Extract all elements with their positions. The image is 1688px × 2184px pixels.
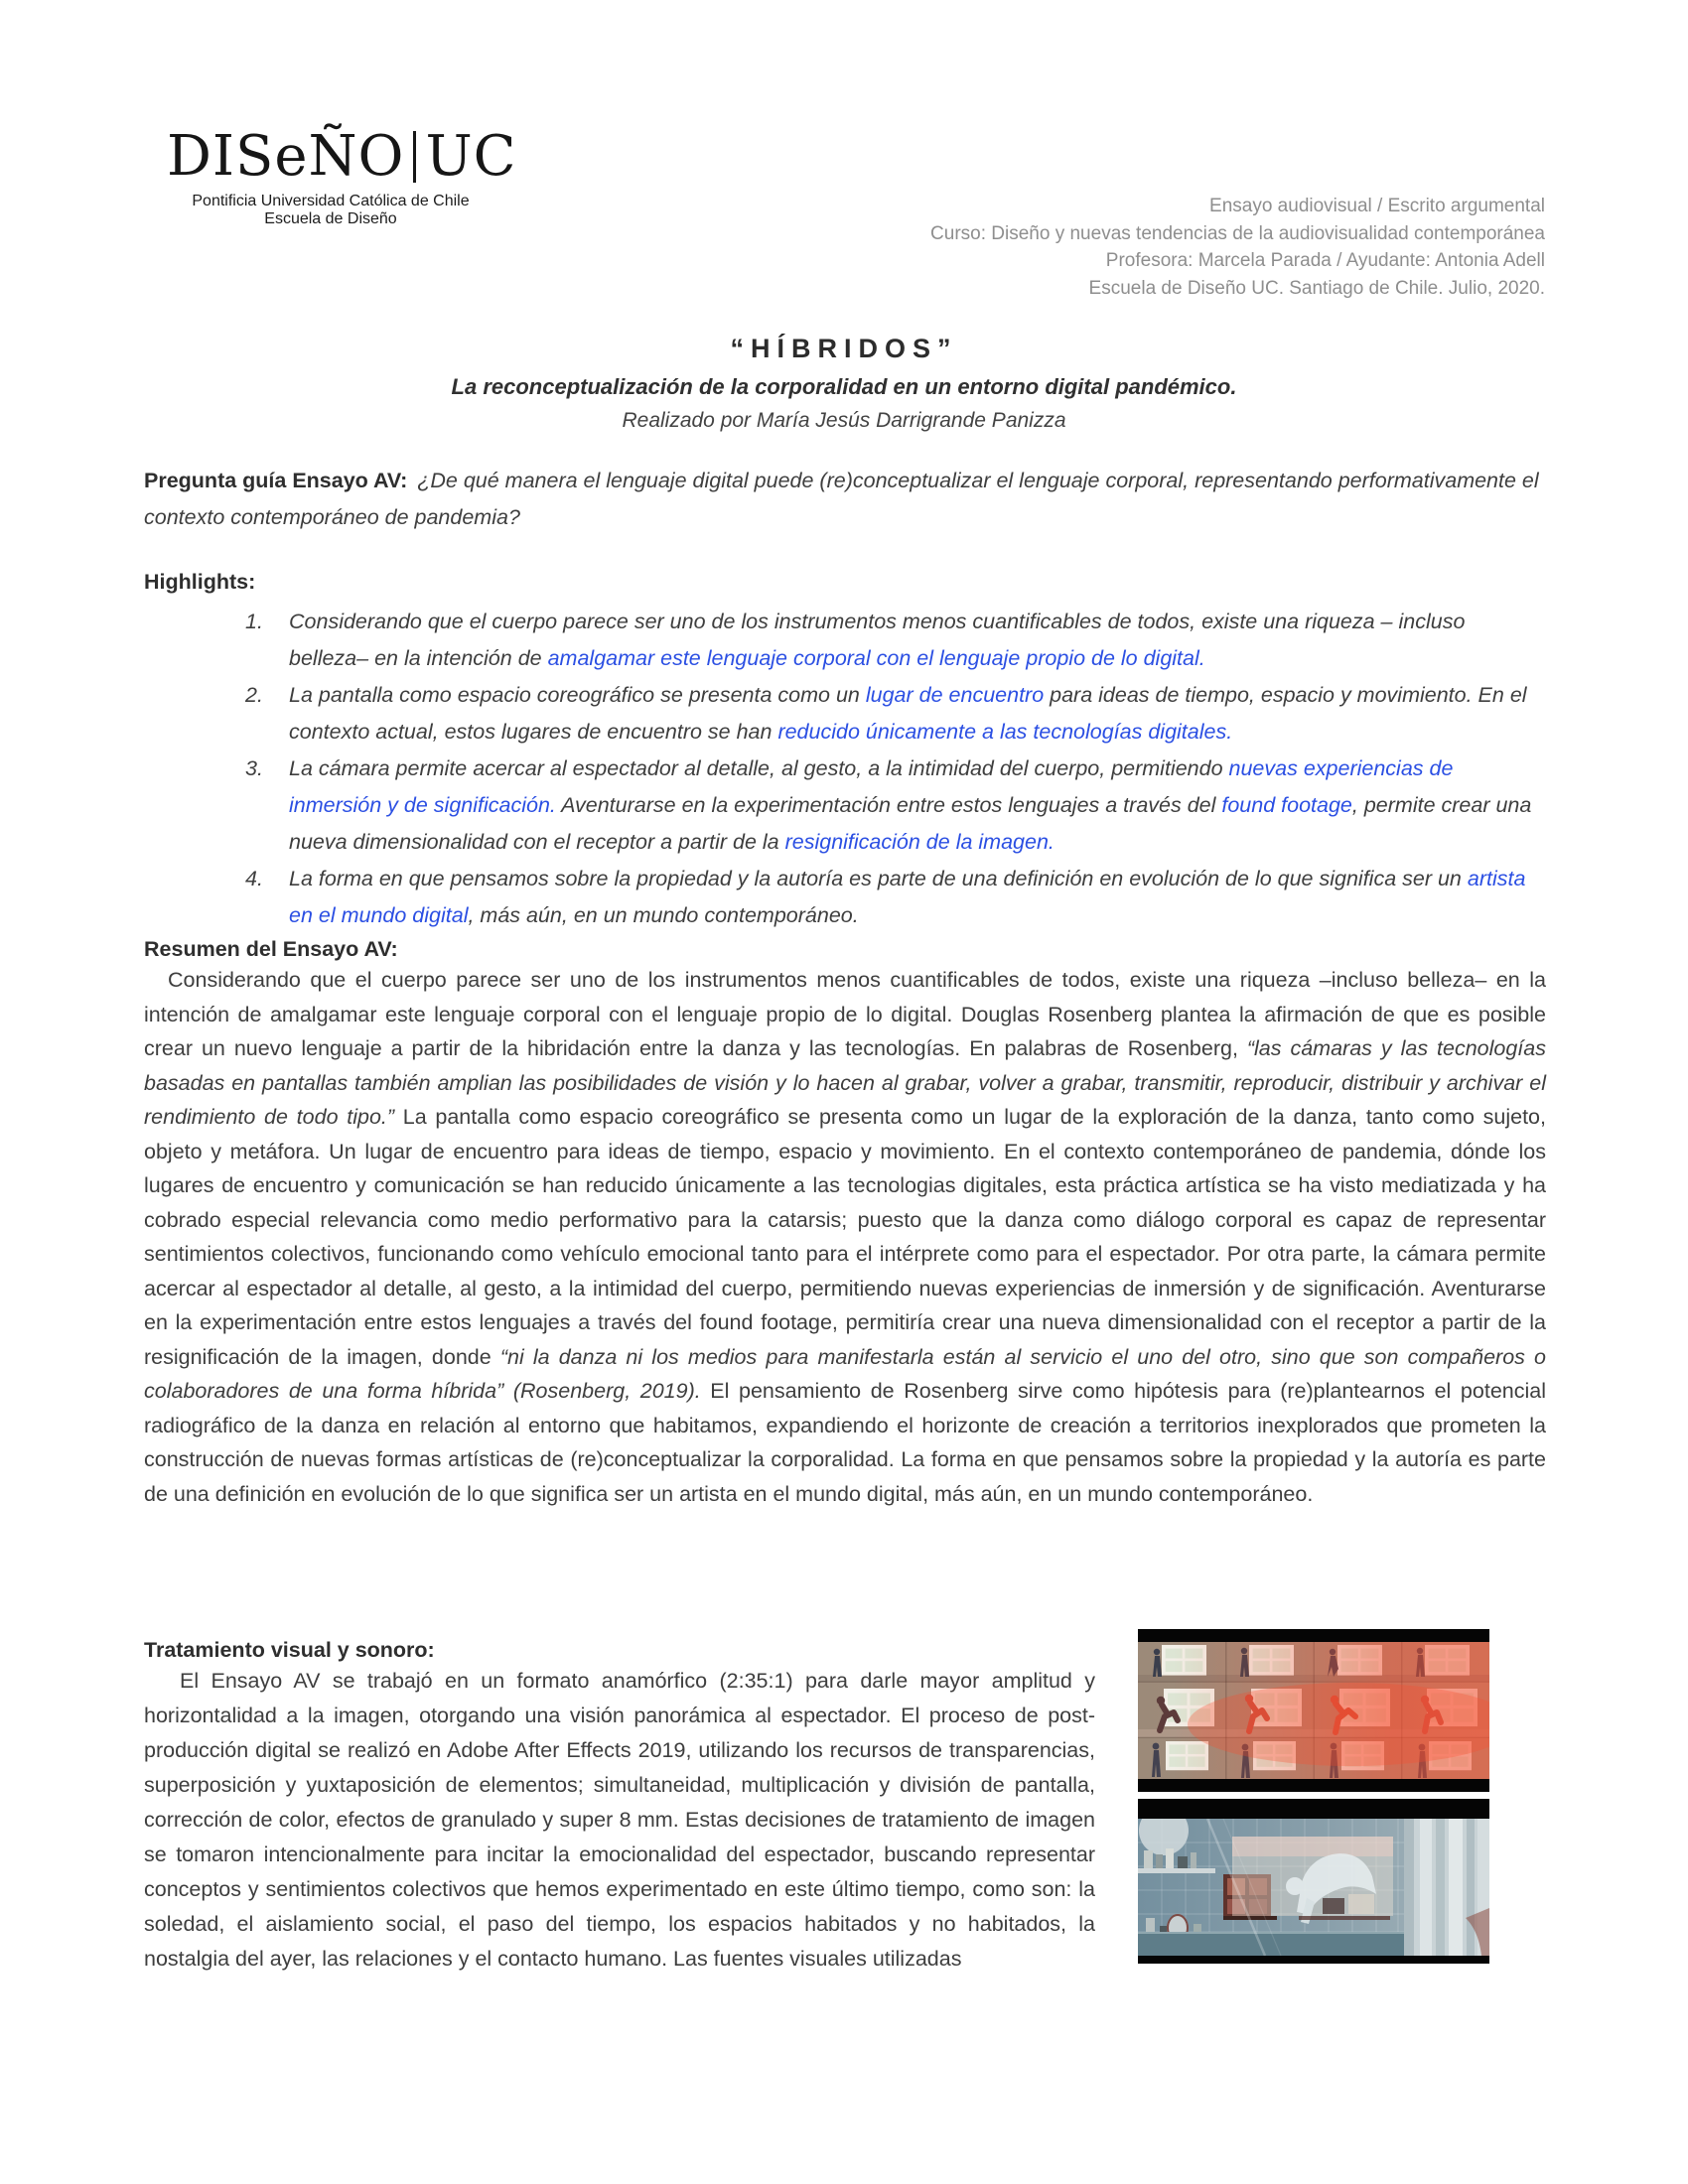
text-segment: para ideas de tiempo, espacio y movimiento. En el contexto actual, estos lugares de encuentro se han (289, 683, 1527, 744)
logo-subtitle-university: Pontificia Universidad Católica de Chile (192, 193, 470, 209)
page-subtitle: La reconceptualización de la corporalidad en un entorno digital pandémico. (451, 374, 1237, 399)
text-segment: El pensamiento de Rosenberg sirve como hipótesis para (re)plantearnos el potencial radiográfico de la danza en relación al entorno que habitamos, expandiendo el horizonte de creación a territorios inexplorados que prometen la construcción de nuevas formas artísticas de (re)conceptualizar la corporalidad. La forma en que pensamos sobre la propiedad y la autoría es parte de una definición en evolución de lo que significa ser un artista en el mundo digital, más aún, en un mundo contemporáneo. (144, 1379, 1546, 1506)
inline-link[interactable]: artista en el mundo digital (289, 867, 1526, 927)
inline-link[interactable]: lugar de encuentro (865, 683, 1045, 707)
highlights-list (144, 604, 1546, 934)
film-still-red-dancers-art (1138, 1629, 1489, 1792)
header-meta-line-4: Escuela de Diseño UC. Santiago de Chile. Julio, 2020. (1088, 277, 1545, 299)
pregunta-guia (144, 463, 1546, 536)
logo-wordmark-left: DISeÑO (167, 124, 405, 189)
text-segment: “las cámaras y las tecnologías basadas en pantallas también amplian las posibilidades de visión y lo hacen al grabar, volver a grabar, transmitir, reproducir, distribuir y archivar el rendimiento de todo tipo.” (144, 1036, 1546, 1129)
resumen-heading: Resumen del Ensayo AV: (144, 937, 398, 961)
inline-link[interactable]: resignificación de la imagen. (784, 830, 1055, 854)
inline-link[interactable]: reducido únicamente a las tecnologías digitales. (777, 720, 1233, 744)
highlight-item (144, 751, 1546, 861)
logo-divider (413, 131, 416, 183)
header-meta-line-1: Ensayo audiovisual / Escrito argumental (1209, 196, 1545, 216)
resumen-paragraph (144, 963, 1546, 1511)
logo-wordmark-right: UC (425, 124, 517, 189)
highlight-item-number: 1. (245, 610, 263, 633)
uc-logo (167, 124, 517, 228)
text-segment: La forma en que pensamos sobre la propiedad y la autoría es parte de una definición en evolución de lo que significa ser un (289, 867, 1468, 890)
film-still-bathroom (1138, 1799, 1489, 1964)
header-meta-line-3: Profesora: Marcela Parada / Ayudante: Antonia Adell (1105, 250, 1545, 271)
highlight-item-number: 3. (245, 756, 263, 780)
highlight-item-text (289, 861, 1546, 934)
highlight-item-number: 2. (245, 683, 263, 707)
inline-link[interactable]: amalgamar este lenguaje corporal con el lenguaje propio de lo digital. (547, 646, 1205, 670)
highlight-item-text (289, 604, 1546, 677)
text-segment: La pantalla como espacio coreográfico se presenta como un (289, 683, 866, 707)
highlight-item-text (289, 751, 1546, 861)
text-segment: Considerando que el cuerpo parece ser uno de los instrumentos menos cuantificables de todos, existe una riqueza – incluso belleza– en la intención de (289, 610, 1466, 670)
highlight-item (144, 604, 1546, 677)
highlight-item-number: 4. (245, 867, 263, 890)
text-segment: “ni la danza ni los medios para manifestarla están al servicio el uno del otro, sino que son compañeros o colaboradores de una forma híbrida” (Rosenberg, 2019). (144, 1344, 1546, 1403)
page-title: “HÍBRIDOS” (730, 334, 958, 363)
text-segment: , más aún, en un mundo contemporáneo. (468, 903, 859, 927)
pregunta-label: Pregunta guía Ensayo AV: (144, 469, 408, 492)
text-segment: Aventurarse en la experimentación entre estos lenguajes a través del (555, 793, 1222, 817)
film-still-red-dancers (1138, 1629, 1489, 1792)
logo-wordmark (167, 124, 517, 189)
inline-link[interactable]: found footage (1221, 793, 1352, 817)
tratamiento-paragraph: El Ensayo AV se trabajó en un formato anamórfico (2:35:1) para darle mayor amplitud y horizontalidad a la imagen, otorgando una visión panorámica al espectador. El proceso de post-producción digital se realizó en Adobe After Effects 2019, utilizando los recursos de transparencias, superposición y yuxtaposición de elementos; simultaneidad, multiplicación y división de pantalla, corrección de color, efectos de granulado y super 8 mm. Estas decisiones de tratamiento de imagen se tomaron intencionalmente para incitar la emocionalidad del espectador, buscando representar conceptos y sentimientos colectivos que hemos experimentado en este último tiempo, como son: la soledad, el aislamiento social, el paso del tiempo, los espacios habitados y no habitados, la nostalgia del ayer, las relaciones y el contacto humano. Las fuentes visuales utilizadas (144, 1669, 1095, 1971)
text-segment: , permite crear una nueva dimensionalidad con el receptor a partir de la (289, 793, 1532, 854)
inline-link[interactable]: nuevas experiencias de inmersión y de significación. (289, 756, 1454, 817)
text-segment: La cámara permite acercar al espectador al detalle, al gesto, a la intimidad del cuerpo, permitiendo (289, 756, 1229, 780)
highlight-item (144, 677, 1546, 751)
header-meta (651, 193, 1545, 302)
page-author: Realizado por María Jesús Darrigrande Panizza (622, 409, 1066, 432)
text-segment: Considerando que el cuerpo parece ser uno de los instrumentos menos cuantificables de todos, existe una riqueza –incluso belleza– en la intención de amalgamar este lenguaje corporal con el lenguaje propio de lo digital. Douglas Rosenberg plantea la afirmación de que es posible crear un nuevo lenguaje a partir de la hibridación entre la danza y las tecnologías. En palabras de Rosenberg, (144, 968, 1546, 1060)
highlight-item-text (289, 677, 1546, 751)
logo-subtitle-school: Escuela de Diseño (264, 210, 397, 227)
text-segment: La pantalla como espacio coreográfico se presenta como un lugar de la exploración de la danza, tanto como sujeto, objeto y metáfora. Un lugar de encuentro para ideas de tiempo, espacio y movimiento. En el contexto contemporáneo de pandemia, dónde los lugares de encuentro y comunicación se han reducido únicamente a las tecnologias digitales, esta práctica artística se ha visto mediatizada y ha cobrado especial relevancia como medio performativo para la catarsis; puesto que la danza como diálogo corporal es capaz de representar sentimientos colectivos, funcionando como vehículo emocional tanto para el intérprete como para el espectador. Por otra parte, la cámara permite acercar al espectador al detalle, al gesto, a la intimidad del cuerpo, permitiendo nuevas experiencias de inmersión y de significación. Aventurarse en la experimentación entre estos lenguajes a través del found footage, permitiría crear una nueva dimensionalidad con el receptor a partir de la resignificación de la imagen, donde (144, 1105, 1546, 1369)
header-meta-line-2: Curso: Diseño y nuevas tendencias de la audiovisualidad contemporánea (930, 222, 1545, 244)
highlight-item (144, 861, 1546, 934)
film-still-bathroom-art (1138, 1799, 1489, 1964)
highlights-heading: Highlights: (144, 570, 256, 594)
pregunta-text: ¿De qué manera el lenguaje digital puede (re)conceptualizar el lenguaje corporal, representando performativamente el contexto contemporáneo de pandemia? (144, 469, 1539, 529)
tratamiento-heading: Tratamiento visual y sonoro: (144, 1638, 435, 1662)
